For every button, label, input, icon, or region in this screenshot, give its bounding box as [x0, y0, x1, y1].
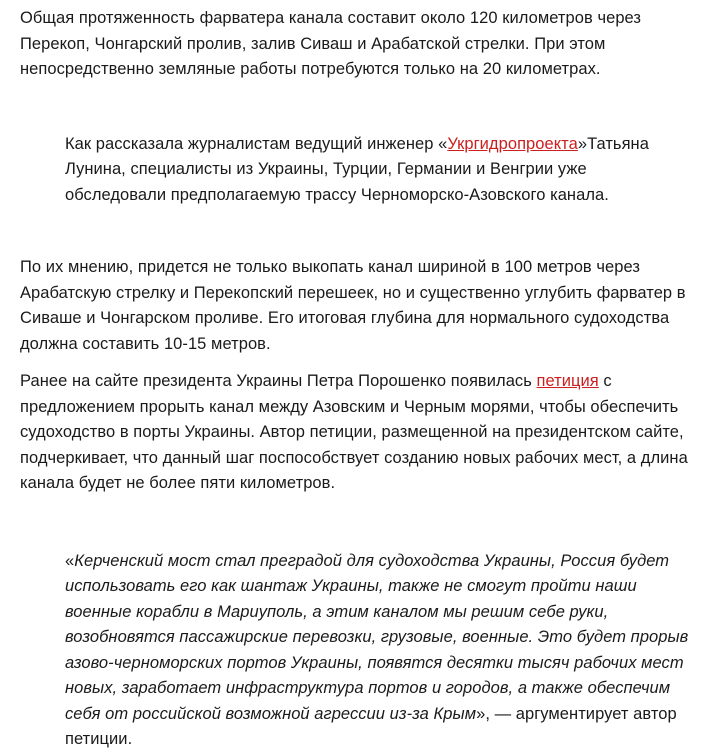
quote-attribution: , — аргументирует автор петиции. [65, 704, 677, 748]
quote-engineer-lead: Как рассказала журналистам ведущий инженер « [65, 134, 448, 153]
quote-engineer [20, 132, 665, 209]
petition-rest: с предложением прорыть канал между Азовским и Черным морями, чтобы обеспечить судоходство в порты Украины. Автор петиции, размещенной на президентском сайте, подчеркивает, что данный шаг поспособствует созданию новых рабочих мест, а длина канала будет не более пяти километров. [20, 372, 688, 492]
quote-petition-author [20, 549, 695, 753]
petition-link[interactable]: петиция [536, 372, 599, 390]
petition-lead: Ранее на сайте президента Украины Петра Порошенко появилась [20, 372, 537, 390]
article-body [20, 6, 710, 753]
quote-engineer-rest: »Татьяна Лунина, специалисты из Украины, Турции, Германии и Венгрии уже обследовали предполагаемую трассу Черноморско-Азовского канала. [65, 134, 649, 204]
paragraph-expert-opinion: По их мнению, придется не только выкопать канал шириной в 100 метров через Арабатскую стрелку и Перекопский перешеек, но и существенно углубить фарватер в Сиваше и Чонгарском проливе. Его итоговая глубина для нормального судоходства должна составить 10-15 метров. [20, 258, 686, 353]
paragraph-petition [20, 369, 710, 497]
quote-petition-text: Керченский мост стал преградой для судоходства Украины, Россия будет использовать его как шантаж Украины, также не смогут пройти наши военные корабли в Мариуполь, а этим каналом мы решим себе руки, возобновятся пассажирские перевозки, грузовые, военные. Это будет прорыв азово-черноморских портов Украины, появятся десятки тысяч рабочих мест новых, заработает инфраструктура портов и городов, а также обеспечим себя от российской возможной агрессии из-за Крым [65, 551, 689, 723]
ukrgidroproekt-link[interactable]: Укргидропроекта [447, 134, 578, 153]
quote-close-mark: » [476, 704, 486, 723]
paragraph-canal-length: Общая протяженность фарватера канала составит около 120 километров через Перекоп, Чонгарский пролив, залив Сиваш и Арабатской стрелки. При этом непосредственно земляные работы потребуются только на 20 километрах. [20, 9, 642, 78]
quote-open-mark: « [65, 551, 75, 570]
